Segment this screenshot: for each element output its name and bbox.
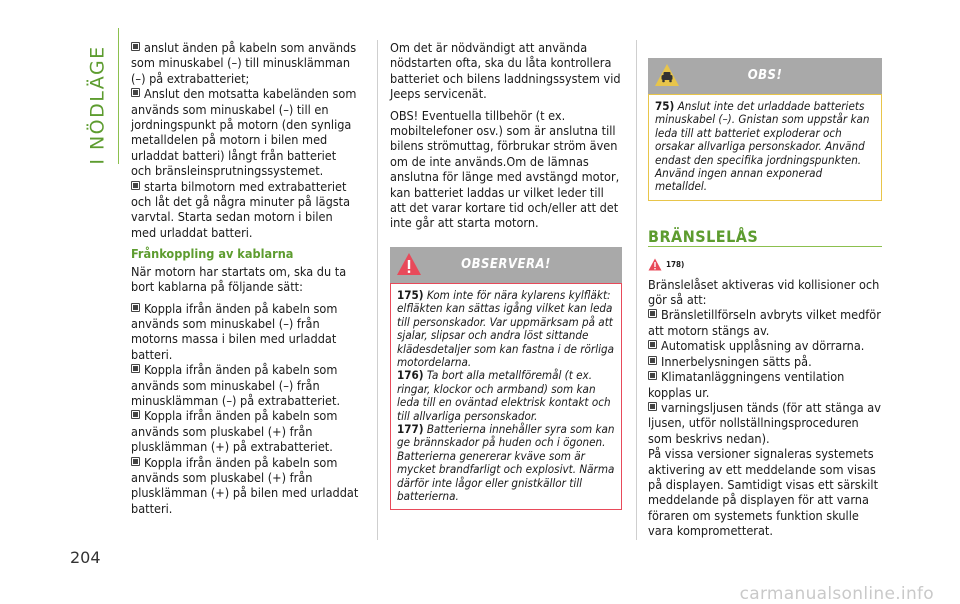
list-item: Koppla ifrån änden på kabeln som används som pluskabel (+) från plusklämman (+) på extrabatteriet. (131, 408, 338, 455)
chapter-title: I NÖDLÄGE (87, 45, 110, 165)
list-item: Bränsletillförseln avbryts vilket medför att motorn stängs av. (648, 307, 881, 338)
bullet-icon (648, 402, 657, 411)
page-number: 204 (70, 548, 101, 567)
bullet-icon (648, 356, 657, 365)
list-item: Klimatanläggningens ventilation kopplas ur. (648, 369, 845, 400)
warning-item: 176) Ta bort alla metallföremål (t ex. ringar, klockor och armband) som kan leda till en oväntad elektrisk kontakt och till allvarliga personskador. (397, 368, 611, 423)
list-item: Anslut den motsatta kabeländen som används som minuskabel (–) till en jordningspunkt på motorn (den synliga metalldelen på motorn i bilen med urladdat batteri) långt från batteriet och bränsleinsprutningssystemet. (131, 86, 357, 179)
bullet-icon (131, 410, 140, 419)
bullet-icon (131, 181, 140, 190)
list-item: starta bilmotorn med extrabatteriet och låt det gå några minuter på lägsta varvtal. Starta sedan motorn i bilen med urladdat batteri. (131, 178, 351, 240)
warning-item: 175) Kom inte för nära kylarens kylfläkt: elfläkten kan sättas igång vilket kan leda till personskador. Var uppmärksam på att sjalar, slipsar och andra löst sittande klädesdetaljer som kan fastna i de rörliga motordelarna. (397, 287, 615, 369)
paragraph: Bränslelåset aktiveras vid kollisioner och gör så att: (648, 276, 880, 308)
chapter-tab (78, 40, 118, 170)
paragraph: När motorn har startats om, ska du ta bort kablarna på följande sätt: (131, 263, 347, 295)
list-item: Automatisk upplåsning av dörrarna. (648, 338, 882, 353)
column-divider (377, 40, 378, 540)
warning-header (390, 247, 622, 283)
warning-icon (396, 251, 422, 277)
bullet-icon (648, 371, 657, 380)
list-item: Koppla ifrån änden på kabeln som används som minuskabel (–) från minusklämman (–) på extrabatteriet. (131, 362, 341, 408)
chapter-divider (118, 28, 119, 164)
list-item: Koppla ifrån änden på kabeln som används som pluskabel (+) från plusklämman (+) på bilen med urladdat batteri. (131, 454, 359, 516)
warning-box (390, 247, 622, 511)
paragraph: På vissa versioner signaleras systemets aktivering av ett meddelande som visas på displayen. Samtidigt visas ett särskilt meddelande på displayen för att varna föraren om systemets funktion skulle vara komprometterat. (648, 446, 879, 539)
bullet-icon (131, 303, 140, 312)
list-item: Innerbelysningen sätts på. (648, 354, 882, 369)
bullet-icon (131, 88, 140, 97)
bullet-icon (131, 42, 140, 51)
list-item: varningsljusen tänds (för att stänga av ljusen, utför nollställningsproceduren som beskrivs nedan). (648, 399, 881, 446)
list-item: anslut änden på kabeln som används som minuskabel (–) till minusklämman (–) på extrabatteriet; (131, 40, 357, 86)
bullet-icon (648, 309, 657, 318)
obs-box (648, 58, 882, 201)
section-title: BRÄNSLELÅS (648, 226, 759, 246)
warning-body (390, 283, 622, 511)
column-1 (131, 40, 359, 516)
warning-icon (648, 258, 662, 271)
obs-item: 75) Anslut inte det urladdade batteriets minuskabel (–). Gnistan som uppstår kan leda till att batteriet exploderar och orsakar allvarliga personskador. Använd endast den specifika jordningspunkten. Använd ingen annan exponerad metalldel. (655, 99, 870, 194)
reference-number: 178) (666, 260, 685, 270)
bullet-icon (131, 364, 140, 373)
obs-header (648, 58, 882, 94)
bullet-icon (648, 340, 657, 349)
list-item: Koppla ifrån änden på kabeln som används som minuskabel (–) från motorns massa i bilen med urladdat batteri. (131, 300, 338, 362)
column-2 (390, 40, 622, 510)
obs-title: OBS! (747, 68, 783, 84)
column-divider (636, 40, 637, 540)
paragraph: OBS! Eventuella tillbehör (t ex. mobiltelefoner osv.) som är anslutna till bilens strömuttag, förbrukar ström även om de inte används.Om de lämnas anslutna för länge med avstängd motor, kan batteriet laddas ur vilket leder till att det varar kortare tid och/eller att det inte går att starta motorn. (390, 107, 620, 231)
column-3 (648, 58, 882, 539)
warning-title: OBSERVERA! (461, 257, 551, 273)
subheading: Frånkoppling av kablarna (131, 246, 294, 262)
watermark: carmanualsonline.info (739, 584, 934, 604)
reference-row (648, 257, 882, 272)
car-warning-icon (654, 62, 680, 88)
paragraph: Om det är nödvändigt att använda nödstarten ofta, ska du låta kontrollera batteriet och bilens laddningssystem vid Jeeps servicenät. (390, 40, 621, 102)
warning-item: 177) Batterierna innehåller syra som kan ge brännskador på huden och i ögonen. Batterierna genererar kväve som är mycket brandfarligt och explosivt. Närma därför inte lågor eller gnistkällor till batterierna. (397, 421, 615, 503)
bullet-icon (131, 457, 140, 466)
section-rule (648, 246, 882, 247)
obs-body (648, 94, 882, 201)
